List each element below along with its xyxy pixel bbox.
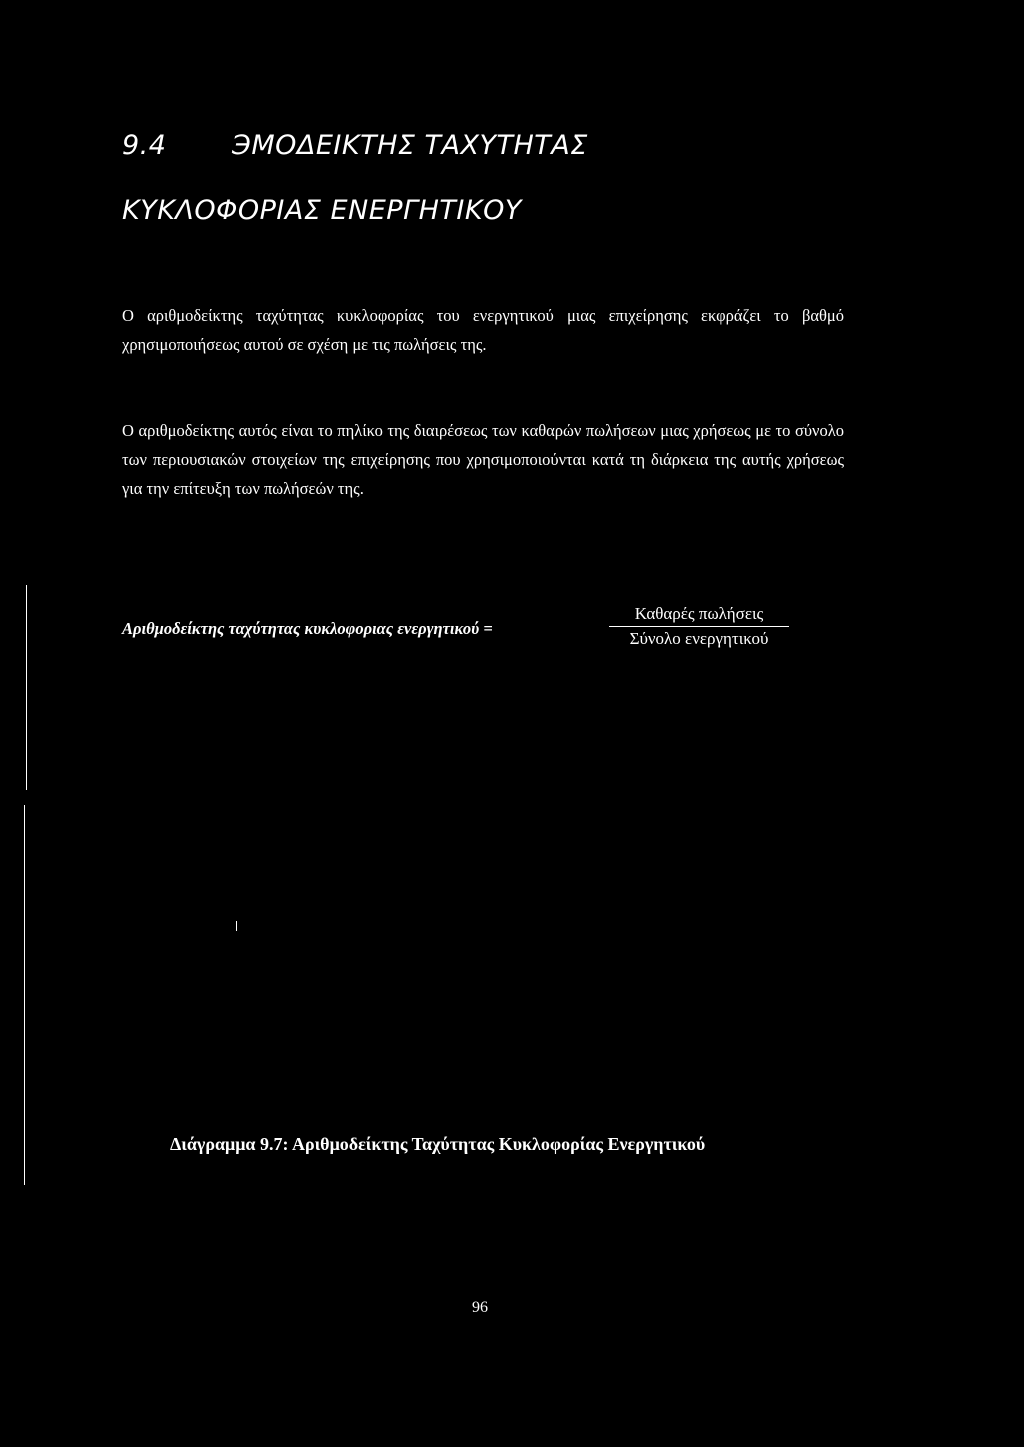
formula-denominator: Σύνολο ενεργητικού	[629, 629, 769, 648]
scan-artifact-mark	[236, 921, 237, 931]
paragraph-explanation: Ο αριθμοδείκτης αυτός είναι το πηλίκο της διαιρέσεως των καθαρών πωλήσεων μιας χρήσεως με το σύνολο των περιουσιακών στοιχείων της επιχείρησης που χρησιμοποιούνται κατά τη διάρκεια της αυτής χρήσεως για την επίτευξη των πωλήσεών της.	[122, 421, 844, 498]
section-title-line1: ЭΜΟΔΕΙΚΤΗΣ ΤΑΧΥΤΗΤΑΣ	[232, 130, 588, 161]
paragraph-definition: Ο αριθμοδείκτης ταχύτητας κυκλοφορίας του ενεργητικού μιας επιχείρησης εκφράζει το βαθμό χρησιμοποιήσεως αυτού σε σχέση με τις πωλήσεις της.	[122, 306, 844, 354]
formula-numerator: Καθαρές πωλήσεις	[609, 603, 789, 627]
left-margin-rule-upper	[26, 585, 27, 790]
diagram-caption: Διάγραμμα 9.7: Αριθμοδείκτης Ταχύτητας Κυκλοφορίας Ενεργητικού	[170, 1134, 706, 1154]
section-number: 9.4	[122, 130, 167, 161]
formula	[122, 603, 842, 673]
left-margin-rule-lower	[24, 805, 25, 1185]
formula-lhs: Αριθμοδείκτης ταχύτητας κυκλοφοριας ενεργητικού =	[122, 619, 493, 638]
formula-fraction	[609, 603, 789, 651]
page-number: 96	[472, 1299, 488, 1316]
section-title-line2: ΚΥΚΛΟΦΟΡΙΑΣ ΕΝΕΡΓΗΤΙΚΟΥ	[122, 195, 522, 226]
